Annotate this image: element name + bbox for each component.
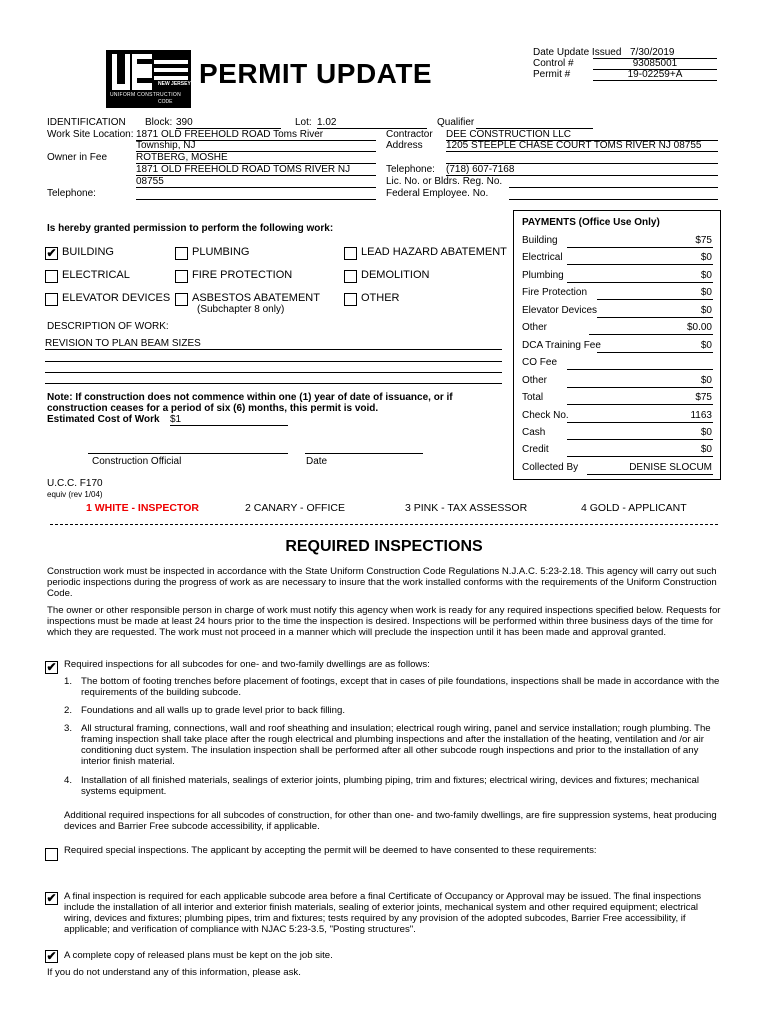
payment-row: Elevator Devices $0 <box>522 305 712 316</box>
contractor-telephone-value: (718) 607-7168 <box>446 164 718 176</box>
plumbing-label: PLUMBING <box>192 246 250 258</box>
owner-label: Owner in Fee <box>47 152 108 163</box>
plumbing-checkbox[interactable] <box>175 247 188 260</box>
ask-text: If you do not understand any of this information, please ask. <box>47 967 301 978</box>
form-rev: equiv (rev 1/04) <box>47 490 103 499</box>
contractor-label: Contractor <box>386 129 433 140</box>
payment-row: Building $75 <box>522 235 712 246</box>
demolition-label: DEMOLITION <box>361 269 430 281</box>
payment-row: CO Fee <box>514 357 720 371</box>
description-line-3 <box>45 372 502 373</box>
owner-line2: 1871 OLD FREEHOLD ROAD TOMS RIVER NJ <box>136 164 376 176</box>
payment-row: Collected By DENISE SLOCUM <box>522 462 712 473</box>
lot-value: 1.02 <box>317 117 427 129</box>
building-checkbox[interactable]: ✔ <box>46 246 57 260</box>
ucc-logo-mark-icon <box>106 50 191 108</box>
owner-telephone-label: Telephone: <box>47 188 96 199</box>
copy-gold: 4 GOLD - APPLICANT <box>581 502 687 514</box>
description-value: REVISION TO PLAN BEAM SIZES <box>45 338 502 350</box>
list-item: Foundations and all walls up to grade level prior to back filling. <box>81 705 345 716</box>
payments-title: PAYMENTS (Office Use Only) <box>522 217 660 228</box>
final-inspection-checkbox[interactable]: ✔ <box>46 891 57 905</box>
payment-row: Total $75 <box>522 392 712 403</box>
note-line1: Note: If construction does not commence within one (1) year of date of issuance, or if <box>47 392 453 403</box>
demolition-checkbox[interactable] <box>344 270 357 283</box>
payment-row: Electrical $0 <box>522 252 712 263</box>
tear-line <box>50 524 718 525</box>
contractor-telephone-label: Telephone: <box>386 164 435 175</box>
logo-text-1: NEW JERSEY <box>158 81 191 87</box>
list-num: 4. <box>64 775 73 786</box>
list-num: 2. <box>64 705 73 716</box>
electrical-label: ELECTRICAL <box>62 269 130 281</box>
list-item: Installation of all finished materials, sealings of exterior joints, plumbing piping, trim and fixtures; electrical wiring, devices and fixtures; mechanical systems equipment. <box>81 775 700 797</box>
permit-label: Permit # <box>533 69 571 80</box>
qualifier-label: Qualifier <box>437 117 475 128</box>
asbestos-sub: (Subchapter 8 only) <box>197 304 285 315</box>
payment-row: Other $0.00 <box>522 322 712 333</box>
plans-text: A complete copy of released plans must be kept on the job site. <box>64 950 333 961</box>
payment-row: Other $0 <box>522 375 712 386</box>
list-num: 3. <box>64 723 73 734</box>
plans-checkbox[interactable]: ✔ <box>46 949 57 963</box>
work-site-line1: 1871 OLD FREEHOLD ROAD Toms River <box>136 129 376 141</box>
logo-text-3: CODE <box>158 99 173 105</box>
federal-employee-value <box>509 188 718 200</box>
date-label: Date <box>306 456 328 467</box>
payment-row: Cash $0 <box>522 427 712 438</box>
form-id: U.C.C. F170 <box>47 478 103 489</box>
control-label: Control # <box>533 58 574 69</box>
list-item: The bottom of footing trenches before placement of footings, except that in cases of pile foundations, inspections shall be made in accordance with the requirements of the building subcode. <box>81 676 720 698</box>
owner-telephone-value <box>136 188 376 200</box>
address-label: Address <box>386 140 423 151</box>
payment-row: Check No. 1163 <box>522 410 712 421</box>
payments-box <box>513 210 721 480</box>
lead-hazard-label: LEAD HAZARD ABATEMENT <box>361 246 507 258</box>
inspections-title: REQUIRED INSPECTIONS <box>285 538 483 555</box>
payment-row: DCA Training Fee $0 <box>522 340 712 351</box>
note-line2: construction ceases for a period of six (6) months, this permit is void. <box>47 403 379 414</box>
one-two-family-checkbox[interactable]: ✔ <box>46 660 57 674</box>
date-signature-line <box>305 453 423 454</box>
page-title: PERMIT UPDATE <box>199 58 433 89</box>
payment-row: Fire Protection $0 <box>522 287 712 298</box>
official-label: Construction Official <box>92 456 182 467</box>
work-site-line2: Township, NJ <box>136 140 376 152</box>
granted-text: Is hereby granted permission to perform the following work: <box>47 223 334 234</box>
owner-line1: ROTBERG, MOSHE <box>136 152 376 164</box>
lot-label: Lot: <box>295 117 312 128</box>
ucc-logo <box>106 50 191 108</box>
payment-row: Plumbing $0 <box>522 270 712 281</box>
permit-value: 19-02259+A <box>593 69 717 81</box>
building-label: BUILDING <box>62 246 114 258</box>
qualifier-value <box>476 117 593 129</box>
owner-line3: 08755 <box>136 176 376 188</box>
description-line-2 <box>45 361 502 362</box>
license-label: Lic. No. or Bldrs. Reg. No. <box>386 176 503 187</box>
address-value: 1205 STEEPLE CHASE COURT TOMS RIVER NJ 08755 <box>446 140 718 152</box>
copy-pink: 3 PINK - TAX ASSESSOR <box>405 502 528 514</box>
electrical-checkbox[interactable] <box>45 270 58 283</box>
other-checkbox[interactable] <box>344 293 357 306</box>
control-value: 93085001 <box>593 58 717 70</box>
inspections-intro: Construction work must be inspected in accordance with the State Uniform Construction Code Regulations N.J.A.C. 5:23-2.18. This agency will carry out such periodic inspections during the progress of work as are necessary to insure that the work installed conforms with the requirements of the Uniform Construction Code. <box>47 566 717 599</box>
fire-protection-checkbox[interactable] <box>175 270 188 283</box>
list-item: All structural framing, connections, wall and roof sheathing and insulation; electrical rough wiring, panel and service installation; rough plumbing. The framing inspection shall take place after the rough electrical and plumbing inspections and after the installation of the heating, ventilation and /or air conditioning duct system. The insulation inspection shall be performed after all other subcode rough inspections and prior to the installation of any interior finish material. <box>81 723 711 767</box>
official-signature-line <box>88 453 288 454</box>
asbestos-checkbox[interactable] <box>175 293 188 306</box>
block-value: 390 <box>176 117 281 129</box>
description-label: DESCRIPTION OF WORK: <box>47 321 169 332</box>
identification-label: IDENTIFICATION <box>47 117 126 128</box>
work-site-label: Work Site Location: <box>47 129 134 140</box>
owner-note: The owner or other responsible person in charge of work must notify this agency when work is ready for any required inspections specified below. Requests for inspections must be made at least 24 hours prior to the time the inspection is desired. Inspections will be performed within three business days of the time for which they are requested. The work must not proceed in a manner which will preclude the inspection until it has been made and approval granted. <box>47 605 721 638</box>
description-line-4 <box>45 383 502 384</box>
elevator-devices-label: ELEVATOR DEVICES <box>62 292 171 304</box>
one-two-family-text: Required inspections for all subcodes for one- and two-family dwellings are as follows: <box>64 659 430 670</box>
fire-protection-label: FIRE PROTECTION <box>192 269 293 281</box>
asbestos-label: ASBESTOS ABATEMENT <box>192 292 320 304</box>
estimated-cost-label: Estimated Cost of Work <box>47 414 160 425</box>
date-update-value: 7/30/2019 <box>593 47 717 59</box>
contractor-value: DEE CONSTRUCTION LLC <box>446 129 718 141</box>
block-label: Block: <box>145 117 173 128</box>
special-inspections-text: Required special inspections. The applicant by accepting the permit will be deemed to have consented to these requirements: <box>64 845 597 856</box>
federal-employee-label: Federal Employee. No. <box>386 188 489 199</box>
date-update-label: Date Update Issued <box>533 47 622 58</box>
additional-text: Additional required inspections for all subcodes of construction, for other than one- and two-family dwellings, are fire suppression systems, heat producing devices and Barrier Free subcode accessibility, if applicable. <box>64 810 717 832</box>
payment-row: Credit $0 <box>522 444 712 455</box>
other-label: OTHER <box>361 292 400 304</box>
estimated-cost-value: $1 <box>170 414 288 426</box>
special-inspections-checkbox[interactable] <box>45 848 58 861</box>
logo-text-2: UNIFORM CONSTRUCTION <box>110 92 181 98</box>
copy-white: 1 WHITE - INSPECTOR <box>86 502 199 514</box>
list-num: 1. <box>64 676 73 687</box>
lead-hazard-checkbox[interactable] <box>344 247 357 260</box>
license-value <box>509 176 718 188</box>
elevator-devices-checkbox[interactable] <box>45 293 58 306</box>
final-inspection-text: A final inspection is required for each applicable subcode area before a final Certificate of Occupancy or Approval may be issued. The final inspections include the installation of all interior and exterior finish materials, sealing of exterior joints, mechanical system and other required equipment; electrical wiring, devices and fixtures; plumbing pipes, trim and fixtures; tests required by any provision of the adopted subcodes, Barrier Free accessibility, if applicable; and verification of compliance with NJAC 5:23-3.5, "Posting structures". <box>64 891 702 935</box>
copy-canary: 2 CANARY - OFFICE <box>245 502 345 514</box>
